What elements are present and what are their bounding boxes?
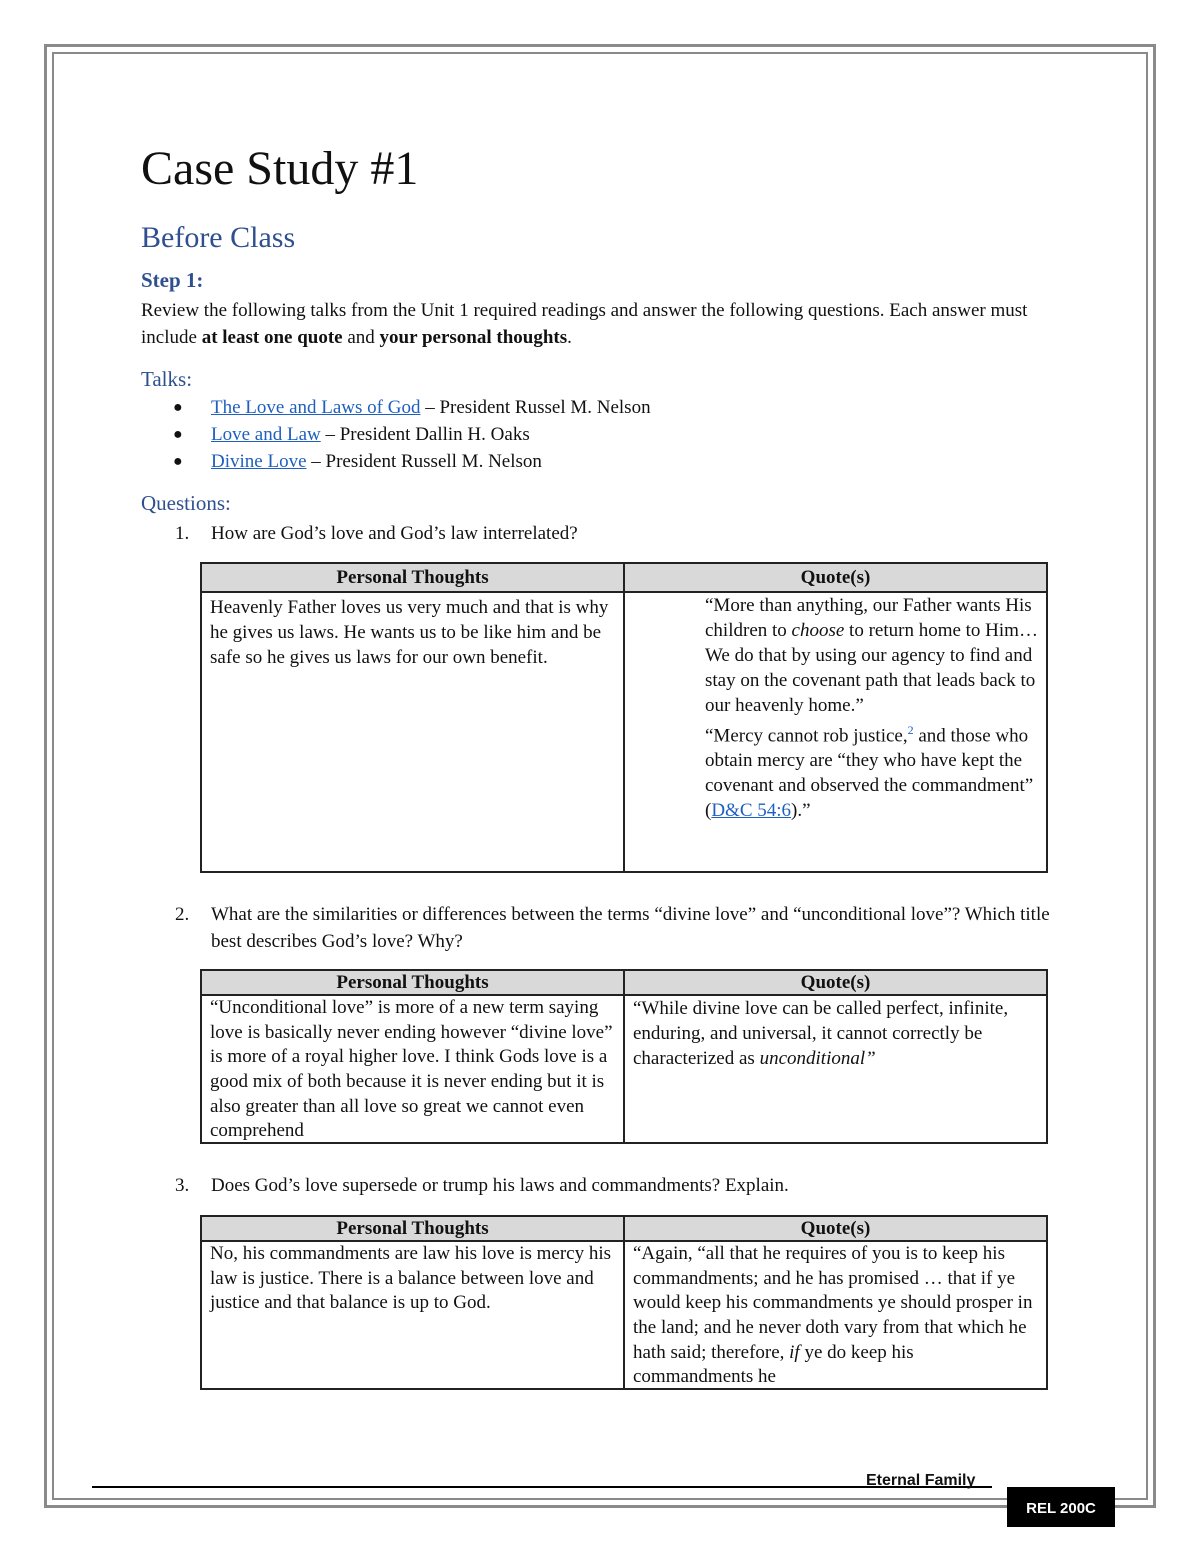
scripture-link[interactable]: D&C 54:6 — [711, 800, 792, 822]
step-heading: Step 1: — [141, 267, 204, 292]
bullet-icon: ● — [173, 425, 183, 443]
talk-link-love-and-law[interactable]: Love and Law — [211, 423, 321, 445]
quote-cell: “While divine love can be called perfect, infinite, enduring, and universal, it cannot correctly be characterized as unconditional” — [624, 995, 1047, 1143]
personal-thoughts-cell: “Unconditional love” is more of a new term saying love is basically never ending however “divine love” is more of a royal higher love. I think Gods love is a good mix of both because it is never ending but it is also greater than all love so great we cannot even comprehend — [201, 995, 624, 1143]
question-3: 3. Does God’s love supersede or trump his laws and commandments? Explain. — [175, 1175, 789, 1197]
quote-cell: “Again, “all that he requires of you is to keep his commandments; and he has promised … that if ye would keep his commandments ye should prosper in the land; and he never doth vary from that which he hath said; therefore, if ye do keep his commandments he — [624, 1241, 1047, 1389]
list-item: ● Divine Love – President Russell M. Nelson — [141, 448, 1051, 475]
page-title: Case Study #1 — [141, 142, 419, 195]
quotes-header: Quote(s) — [624, 970, 1047, 995]
footer-course-title: Eternal Family — [866, 1472, 976, 1489]
list-item: ● The Love and Laws of God – President Russel M. Nelson — [141, 394, 1051, 421]
bullet-icon: ● — [173, 398, 183, 416]
question-3-table — [200, 1215, 1048, 1390]
list-item: ● Love and Law – President Dallin H. Oaks — [141, 421, 1051, 448]
talk-link-love-and-laws-of-god[interactable]: The Love and Laws of God — [211, 396, 421, 418]
quotes-header: Quote(s) — [624, 1216, 1047, 1241]
quotes-header: Quote(s) — [624, 563, 1047, 592]
personal-thoughts-cell: Heavenly Father loves us very much and that is why he gives us laws. He wants us to be like him and be safe so he gives us laws for our own benefit. — [201, 592, 624, 872]
footer-rule — [92, 1486, 992, 1488]
personal-thoughts-header: Personal Thoughts — [201, 563, 624, 592]
questions-heading: Questions: — [141, 490, 231, 515]
talks-list — [141, 394, 1051, 475]
instructions: Review the following talks from the Unit 1 required readings and answer the following questions. Each answer must include at least one quote and your personal thoughts. — [141, 299, 1028, 348]
quote-cell: “More than anything, our Father wants His children to choose to return home to Him… We do that by using our agency to find and stay on the covenant path that leads back to our heavenly home.” “Mercy cannot rob justice,$^2$ and those who obtain mercy are “they who have kept the covenant and observed the commandment” (D&C 54:6).” — [624, 592, 1047, 872]
question-1: 1. How are God’s love and God’s law interrelated? — [175, 523, 578, 545]
footnote-link[interactable]: 2 — [907, 723, 914, 738]
section-heading: Before Class — [141, 220, 296, 254]
personal-thoughts-header: Personal Thoughts — [201, 1216, 624, 1241]
footer-course-code-badge: REL 200C — [1007, 1487, 1115, 1527]
question-2: 2. What are the similarities or differences between the terms “divine love” and “unconditional love”? Which title best describes God’s love? Why? — [175, 904, 1050, 953]
personal-thoughts-cell: No, his commandments are law his love is mercy his law is justice. There is a balance between love and justice and that balance is up to God. — [201, 1241, 624, 1389]
bullet-icon: ● — [173, 452, 183, 470]
personal-thoughts-header: Personal Thoughts — [201, 970, 624, 995]
talks-heading: Talks: — [141, 366, 193, 391]
question-2-table — [200, 969, 1048, 1144]
question-1-table — [200, 562, 1048, 873]
talk-link-divine-love[interactable]: Divine Love — [211, 450, 307, 472]
document-content — [141, 140, 1051, 1390]
